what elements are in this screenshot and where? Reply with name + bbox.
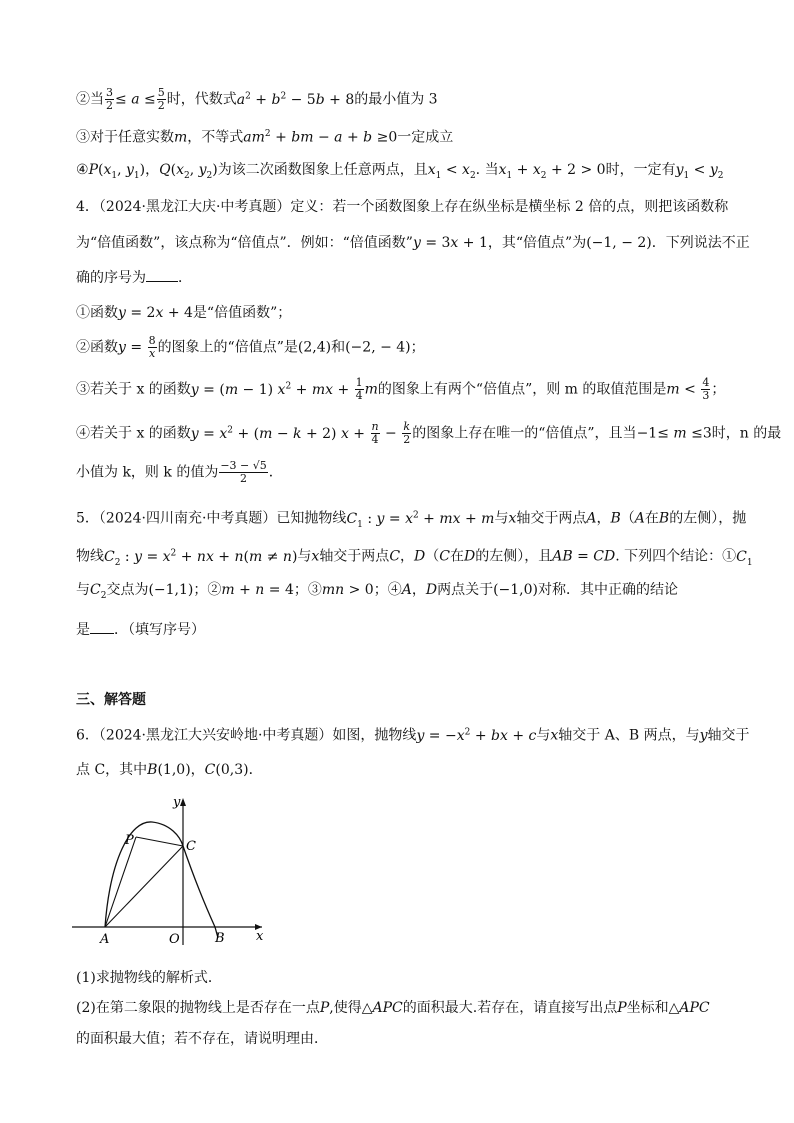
q4-opt4-line2-b: ． xyxy=(268,464,283,481)
math-A: A xyxy=(586,510,597,527)
q4-opt3-b: 的图象上有两个“倍值点”，则 m 的取值范围是 xyxy=(377,381,667,398)
math-m: m xyxy=(174,129,188,146)
label-P: P xyxy=(125,833,134,848)
math-m-term: m xyxy=(364,381,378,398)
q4-line2-a: 为“倍值函数”，该点称为“倍值点”．例如：“倍值函数” xyxy=(76,235,413,251)
q4-opt3-c: ； xyxy=(711,381,726,398)
math-x3: x xyxy=(550,727,559,744)
q6-line2-b: ， xyxy=(190,762,205,778)
math-8-over-x: y = xyxy=(118,339,147,356)
q5-line-3: 与$C_2$交点为(−1,1)；②m + n = 4；③mn > 0；④A，D两点关于(−1,0)对称．其中正确的结论 xyxy=(76,582,678,601)
math-points: $P(x_1$, $y_1$)，$Q(x_2$, $y_2$) xyxy=(88,162,218,181)
label-y: y xyxy=(173,795,181,810)
q5-line3-b: 交点为 xyxy=(106,582,149,598)
q5-line1-c: 轴交于两点 xyxy=(516,510,587,527)
math-x1-lt-x2: $x_1 < x_2$ xyxy=(427,162,476,181)
q6-sub2-c: 的面积最大.若存在，请直接写出点 xyxy=(402,1000,618,1016)
q5-line3-f: 两点关于 xyxy=(437,582,494,598)
math-2x-plus-4: y = 2x + 4 xyxy=(118,305,193,321)
math-m-plus-n: m + n = 4 xyxy=(221,582,294,598)
math-parabola: $y = -x^2$ + bx + c xyxy=(416,727,537,744)
q5-line3-g: 对称．其中正确的结论 xyxy=(538,582,678,598)
math-x: x xyxy=(508,510,517,527)
q4-opt2-a: ②函数 xyxy=(76,339,118,356)
q6-line1-d: 轴交于 xyxy=(707,727,750,744)
math-A3: A xyxy=(401,582,412,598)
section-heading: 三、解答题 xyxy=(76,692,146,708)
q4-line-3 xyxy=(76,268,726,288)
fraction-8-x: $\frac{8}{x}$ xyxy=(148,334,156,360)
fraction-4-3: $\frac{4}{3}$ xyxy=(702,376,710,403)
segment-AP xyxy=(105,837,136,927)
math-D3: D xyxy=(425,582,438,598)
math-point-2-4: (2,4) xyxy=(297,339,332,356)
q6-line1-a: 6．（2024·黑龙江大兴安岭地·中考真题）如图，抛物线 xyxy=(76,727,417,744)
math-C2: C xyxy=(439,548,450,565)
q5-line1-d: （ xyxy=(620,510,635,527)
q5-line2-d: （ xyxy=(425,548,440,565)
q4-opt1-a: ①函数 xyxy=(76,305,118,321)
math-B2: B xyxy=(658,510,670,527)
q6-sub2-a: (2)在第二象限的抛物线上是否存在一点 xyxy=(76,1000,320,1016)
q6-sub-2 xyxy=(76,998,726,1018)
math-m-lt: m < xyxy=(666,381,701,398)
q3-opt3-post: ≥0一定成立 xyxy=(376,129,454,146)
q5-line2-f: 的左侧），且 xyxy=(475,548,553,565)
q6-sub2-b: ,使得 xyxy=(329,1000,362,1016)
q6-sub-2-line-2: 的面积最大值；若不存在，请说明理由． xyxy=(76,1031,328,1047)
q6-line2-c: ． xyxy=(248,762,263,778)
q4-line-1: 4．（2024·黑龙江大庆·中考真题）定义：若一个函数图象上存在纵坐标是横坐标 2 倍的点，则把该函数称 xyxy=(76,199,729,215)
fraction-1-4: $\frac{1}{4}$ xyxy=(355,376,363,403)
q5-line3-d: ；③ xyxy=(293,582,322,598)
q4-opt2-c: 和 xyxy=(331,339,346,356)
q5-line3-a: 与 xyxy=(76,582,90,598)
segment-PC xyxy=(136,837,183,846)
y-axis-arrow xyxy=(180,798,186,806)
math-c1-b: $C_1$ xyxy=(736,548,753,568)
label-B: B xyxy=(215,931,225,946)
q6-line-2 xyxy=(76,760,726,780)
q3-opt4-c: . 当 xyxy=(475,162,499,178)
q5-line4-a: 是 xyxy=(76,622,90,638)
math-c1: $C_1$ : $y = x^2$ + mx + m xyxy=(346,510,495,530)
math-c2-b: $C_2$ xyxy=(90,582,107,601)
q4-line2-c: ．下列说法不正 xyxy=(651,235,750,251)
q5-line1-e: 在 xyxy=(644,510,659,527)
q4-opt4-a: ④若关于 x 的函数 xyxy=(76,425,191,442)
answer-blank xyxy=(146,269,178,282)
q3-opt4-a: ④ xyxy=(76,162,89,178)
label-x: x xyxy=(256,929,264,944)
q3-option-3: ③对于任意实数m，不等式$am^2$ + bm − a + b ≥0一定成立 xyxy=(76,129,454,146)
math-mn: mn > 0 xyxy=(321,582,374,598)
label-A: A xyxy=(100,932,110,947)
math-y: y xyxy=(699,727,708,744)
math-D2: D xyxy=(463,548,476,565)
q4-option-3 xyxy=(76,376,726,402)
q3-opt2-pre: ②当 xyxy=(76,91,104,108)
q3-option-4 xyxy=(76,160,726,186)
q4-option-2 xyxy=(76,335,726,360)
answer-blank-q5 xyxy=(90,621,114,634)
q5-line-1: 5．（2024·四川南充·中考真题）已知抛物线$C_1$ : $y = x^2$ + mx + m与x轴交于两点A，B（A在B的左侧），抛 xyxy=(76,510,747,530)
math-triangle-APC: △APC xyxy=(361,1000,403,1016)
math-point-neg1-1: (−1,1) xyxy=(148,582,194,598)
q5-line2-a: 物线 xyxy=(76,548,104,565)
q6-line1-c: 轴交于 A、B 两点，与 xyxy=(558,727,700,744)
q3-opt4-d: 时，一定有 xyxy=(605,162,676,178)
q3-opt2-mid: 时，代数式 xyxy=(166,91,237,108)
fraction-5-2: $\frac{5}{2}$ xyxy=(157,86,165,113)
q6-sub-1: (1)求抛物线的解析式． xyxy=(76,970,222,986)
segment-AC xyxy=(105,846,183,927)
q4-opt4-line2-a: 小值为 k，则 k 的值为 xyxy=(76,464,219,481)
math-point-C: C(0,3) xyxy=(204,762,249,778)
q4-line3-end: ． xyxy=(178,270,192,286)
q4-opt3-a: ③若关于 x 的函数 xyxy=(76,381,191,398)
math-inequality-expr: am xyxy=(243,129,265,146)
q4-line-2 xyxy=(76,233,750,253)
q5-line2-g: . 下列四个结论：① xyxy=(615,548,737,565)
q3-opt4-b: 为该二次函数图象上任意两点，且 xyxy=(217,162,428,178)
q3-opt2-post: 的最小值为 3 xyxy=(354,91,438,108)
q5-line1-b: 与 xyxy=(494,510,509,527)
q4-line3: 确的序号为 xyxy=(76,270,146,286)
q6-line2-a: 点 C，其中 xyxy=(76,762,148,778)
math-c2: $C_2$ : $y = x^2$ + nx + n(m ≠ n) xyxy=(104,548,298,568)
q3-opt3-mid: ，不等式 xyxy=(187,129,244,146)
math-A2: A xyxy=(634,510,645,527)
q4-option-4: ④若关于 x 的函数$y = x^2 + (m - k + 2) x$ + $\frac{n}{4}$ − $\frac{k}{2}$ 的图象上存在唯一的“倍值点”，且当−1≤ m ≤3时，n 的最 xyxy=(76,420,782,447)
label-C: C xyxy=(186,839,196,854)
math-point-B: B(1,0) xyxy=(147,762,191,778)
parabola-figure xyxy=(70,790,270,950)
q4-opt4-b: 的图象上存在唯一的“倍值点”，且当 xyxy=(412,425,637,442)
parabola-curve xyxy=(105,822,218,938)
q5-line1-a: 5．（2024·四川南充·中考真题）已知抛物线 xyxy=(76,510,347,527)
math-C: C xyxy=(389,548,401,565)
q4-opt4-c: 时，n 的最 xyxy=(711,425,782,442)
q5-line-4 xyxy=(76,620,726,640)
fraction-n-4: $\frac{n}{4}$ xyxy=(371,420,379,447)
math-sum: $x_1 + x_2 + 2 > 0$ xyxy=(498,162,606,181)
q5-line2-b: 与 xyxy=(297,548,312,565)
math-x2: x xyxy=(311,548,320,565)
q5-line-2: 物线$C_2$ : $y = x^2$ + nx + n(m ≠ n)与x轴交于两点C，D（C在D的左侧），且AB = CD. 下列四个结论：$①C_1$ xyxy=(76,548,753,568)
q3-opt3-pre: ③对于任意实数 xyxy=(76,129,174,146)
q6-line-1 xyxy=(76,722,750,746)
q4-opt2-d: ； xyxy=(410,339,425,356)
math-inequality: ≤ a ≤ xyxy=(115,91,156,108)
q5-line2-e: 在 xyxy=(449,548,464,565)
fraction-k-2: $\frac{k}{2}$ xyxy=(403,420,411,447)
math-point-neg2-neg4: (−2, − 4) xyxy=(345,339,411,356)
q4-option-4-line-2 xyxy=(76,460,726,485)
math-D: D xyxy=(414,548,426,565)
math-P2: P xyxy=(617,1000,627,1016)
math-m-range: −1≤ m ≤3 xyxy=(636,425,712,442)
math-P: P xyxy=(319,1000,330,1016)
math-3x-plus-1: y = 3x + 1 xyxy=(412,235,488,251)
q4-line2-b: ，其“倍值点”为 xyxy=(487,235,587,251)
math-B: B xyxy=(610,510,621,527)
math-ab-cd: AB = CD xyxy=(552,548,616,565)
q4-opt1-b: 是“倍值函数”； xyxy=(192,305,292,321)
q5-line3-e: ；④ xyxy=(373,582,402,598)
fraction-3-2: $\frac{3}{2}$ xyxy=(106,86,113,113)
math-quadratic-m: y = (m − 1) $x^2$ + mx + xyxy=(190,381,354,398)
q6-sub2-d: 坐标和 xyxy=(626,1000,669,1016)
fraction-k-value: $\frac{-3 - √5}{2}$ xyxy=(220,459,267,485)
math-expression: $a^2 + b^2 - 5b + 8$ xyxy=(236,91,355,108)
math-triangle-APC-2: △APC xyxy=(668,1000,710,1016)
label-O: O xyxy=(169,932,180,947)
q5-line2-c: 轴交于两点 xyxy=(319,548,390,565)
math-point-neg1-0: (−1,0) xyxy=(493,582,538,598)
math-y1-lt-y2: $y_1 < y_2$ xyxy=(675,162,724,181)
q4-opt2-b: 的图象上的“倍值点”是 xyxy=(157,339,298,356)
math-point-neg1-neg2: (−1, − 2) xyxy=(586,235,652,251)
q3-option-2 xyxy=(76,86,726,112)
q5-line3-c: ；② xyxy=(193,582,222,598)
q5-line4-b: ．（填写序号） xyxy=(114,622,205,638)
math-inequality-rest: + bm − a + b xyxy=(270,129,373,146)
q6-line1-b: 与 xyxy=(536,727,551,744)
q4-option-1 xyxy=(76,303,726,323)
q5-line1-f: 的左侧），抛 xyxy=(669,510,747,527)
math-quadratic-n: $y = x^2 + (m - k + 2) x$ + xyxy=(190,425,370,442)
